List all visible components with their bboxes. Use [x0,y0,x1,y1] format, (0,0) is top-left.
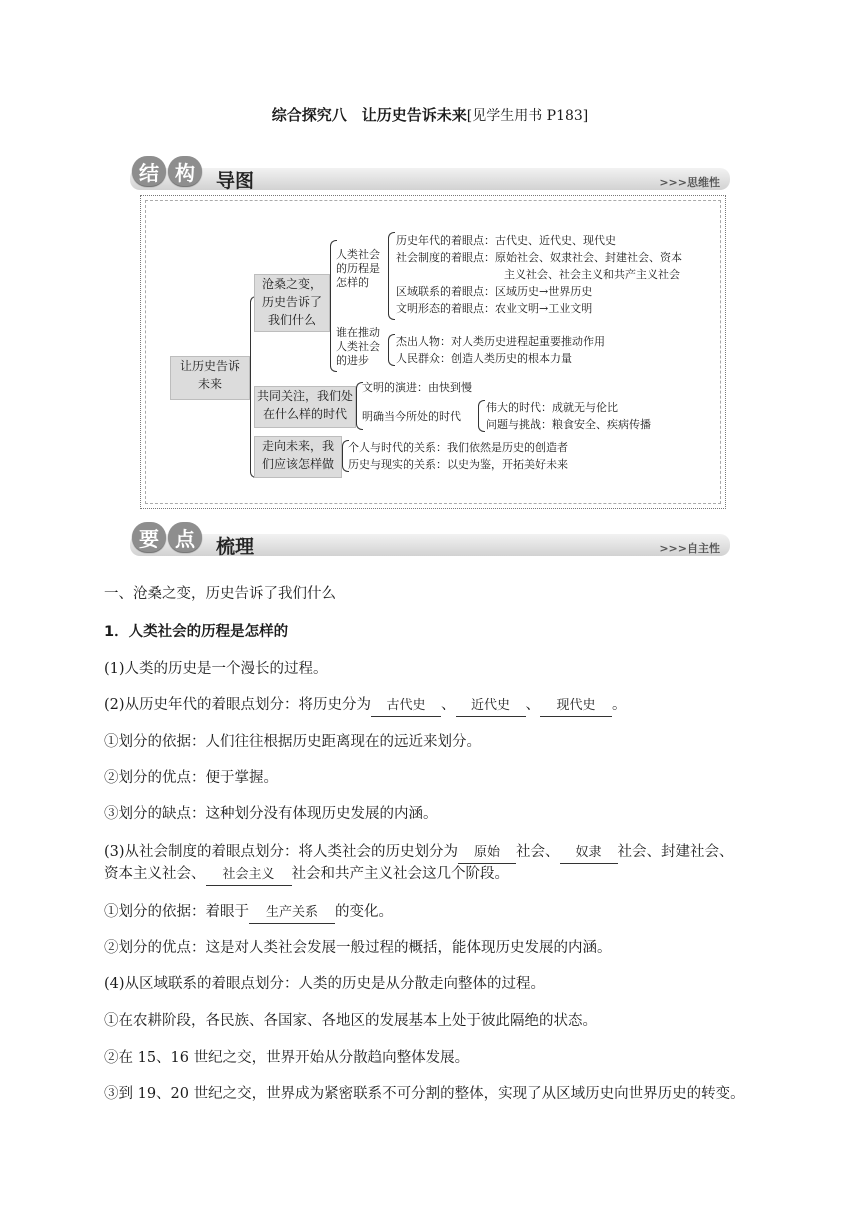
sub-node-1a-items: 历史年代的着眼点：古代史、近代史、现代史 社会制度的着眼点：原始社会、奴隶社会、封建社会、资本 主义社会、社会主义和共产主义社会 区域联系的着眼点：区域历史→世界历史 文明形态的着眼点：农业文明→工业文明 [396,234,682,315]
sub-node-1a: 人类社会 的历程是 怎样的 [336,248,380,289]
banner-char: 结 [132,156,166,186]
banner-char: 构 [168,156,202,186]
section-heading: 一、沧桑之变，历史告诉了我们什么 [104,586,336,602]
sub-node-1b-items: 杰出人物：对人类历史进程起重要推动作用 人民群众：创造人类历史的根本力量 [396,335,605,365]
paragraph: ①在农耕阶段，各民族、各国家、各地区的发展基本上处于彼此隔绝的状态。 [104,1013,597,1029]
paragraph-blanks-1: (2)从历史年代的着眼点划分：将历史分为 古代史 、 近代史 、 现代史 。 [104,695,764,717]
paragraph: ①划分的依据：人们往往根据历史距离现在的远近来划分。 [104,734,481,750]
branch-3-items: 个人与时代的关系：我们依然是历史的创造者 历史与现实的关系：以史为鉴，开拓美好未来 [348,441,568,471]
paragraph: ②划分的优点：便于掌握。 [104,770,278,786]
fill-blank: 近代史 [456,696,526,717]
root-node: 让历史告诉 未来 [170,356,250,400]
paragraph-blanks-2: (3)从社会制度的着眼点划分：将人类社会的历史划分为 原始 社会、 奴隶 社会、封建社会、 [104,842,764,864]
branch-node-1: 沧桑之变， 历史告诉了 我们什么 [254,274,330,332]
fill-blank: 生产关系 [249,903,335,924]
sub-node-1b: 谁在推动 人类社会 的进步 [336,326,380,367]
paragraph: ②划分的优点：这是对人类社会发展一般过程的概括，能体现历史发展的内涵。 [104,940,612,956]
branch-2-sub-items: 伟大的时代：成就无与伦比 问题与挑战：粮食安全、疾病传播 [486,401,651,431]
banner-tag: >>>自主性 [659,542,720,555]
title-text: 综合探究八 让历史告诉未来 [271,106,467,124]
paragraph-blanks-3: ①划分的依据：着眼于 生产关系 的变化。 [104,902,764,924]
fill-blank: 原始 [458,843,516,864]
branch-2-item-1: 文明的演进：由快到慢 [362,381,472,394]
key-points-banner [130,520,730,558]
paragraph: (1)人类的历史是一个漫长的过程。 [104,661,328,677]
fill-blank: 奴隶 [560,843,618,864]
branch-node-3: 走向未来，我 们应该怎样做 [254,436,342,478]
banner-char: 要 [132,522,166,552]
structure-banner [130,154,730,192]
fill-blank: 古代史 [371,696,441,717]
paragraph: ②在 15、16 世纪之交，世界开始从分散趋向整体发展。 [104,1050,470,1066]
paragraph-blanks-2-line2: 资本主义社会、 社会主义 社会和共产主义社会这几个阶段。 [104,864,764,886]
page-title [0,104,860,125]
branch-2-item-2: 明确当今所处的时代 [362,410,461,423]
banner-tag: >>>思维性 [659,176,720,189]
fill-blank: 现代史 [540,696,612,717]
book-reference: [见学生用书 P183] [466,108,589,124]
branch-node-2: 共同关注，我们处 在什么样的时代 [254,386,356,428]
subheading: 1．人类社会的历程是怎样的 [104,624,289,640]
banner-word: 导图 [216,170,255,192]
banner-char: 点 [168,522,202,552]
paragraph: ③到 19、20 世纪之交，世界成为紧密联系不可分割的整体，实现了从区域历史向世界历史的转变。 [104,1086,745,1102]
banner-word: 梳理 [216,536,255,558]
paragraph: (4)从区域联系的着眼点划分：人类的历史是从分散走向整体的过程。 [104,976,546,992]
paragraph: ③划分的缺点：这种划分没有体现历史发展的内涵。 [104,806,438,822]
fill-blank: 社会主义 [206,865,292,886]
